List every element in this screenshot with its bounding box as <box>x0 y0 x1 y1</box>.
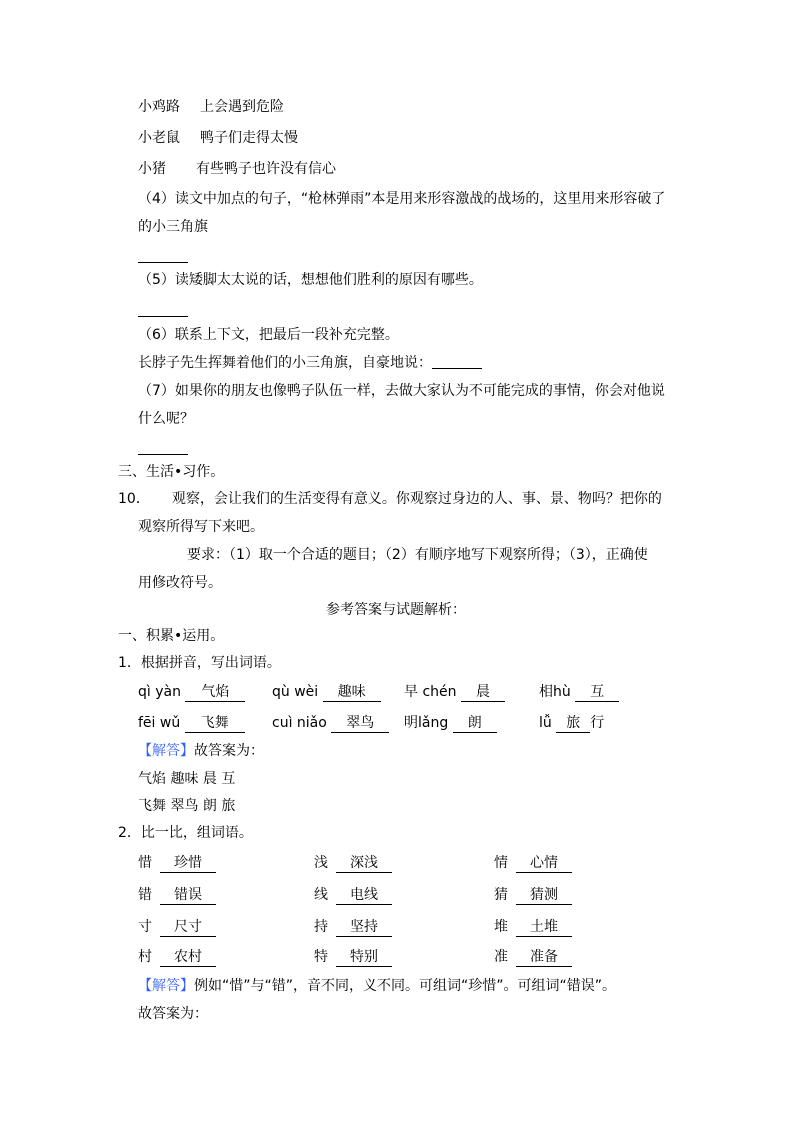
q2-title: 2．比一比，组词语。 <box>118 825 253 841</box>
jieda-label: 【解答】 <box>138 978 194 994</box>
row-text: 上会遇到危险 <box>200 99 284 115</box>
q5-answer-blank[interactable] <box>138 316 188 317</box>
q10-line2: 观察所得写下来吧。 <box>138 519 264 535</box>
q2-char: 村 <box>138 949 152 965</box>
q2-char: 线 <box>314 887 328 903</box>
q2-item <box>138 917 216 937</box>
pinyin: 明lǎng <box>404 715 449 731</box>
q7-line2: 什么呢？ <box>138 411 194 427</box>
q1-answer-line2: 飞舞 翠鸟 朗 旅 <box>138 798 236 814</box>
q2-item <box>314 885 392 905</box>
row-mouse <box>138 128 298 148</box>
q2-word: 准备 <box>516 948 572 967</box>
q2-word: 猜测 <box>516 886 572 905</box>
q2-char: 堆 <box>494 919 508 935</box>
q6-answer-blank[interactable] <box>432 354 482 369</box>
q1-jieda <box>138 741 264 761</box>
q1-item <box>404 682 505 702</box>
q2-char: 浅 <box>314 855 328 871</box>
jieda-text: 例如“惜”与“错”，音不同，义不同。可组词“珍惜”。可组词“错误”。 <box>194 978 617 994</box>
row-who: 小猪 <box>138 161 166 177</box>
q2-char: 准 <box>494 949 508 965</box>
q2-item <box>138 885 216 905</box>
q2-word: 特别 <box>336 948 392 967</box>
q2-final: 故答案为： <box>138 1006 208 1022</box>
answer-word: 趣味 <box>323 683 381 702</box>
answer-word: 互 <box>575 683 619 702</box>
q6-line <box>138 353 482 373</box>
q2-char: 情 <box>494 855 508 871</box>
q10-text: 观察，会让我们的生活变得有意义。你观察过身边的人、事、景、物吗？把你的 <box>171 491 662 507</box>
pinyin: cuì niǎo <box>272 715 327 731</box>
q2-word: 深浅 <box>336 854 392 873</box>
q2-item <box>138 853 216 873</box>
row-chick <box>138 97 284 117</box>
answer-suffix: 行 <box>590 715 605 731</box>
answer-word: 晨 <box>461 683 505 702</box>
answer-word: 旅 <box>556 714 590 733</box>
answer-word: 朗 <box>453 714 497 733</box>
q2-word: 珍惜 <box>160 854 216 873</box>
q2-item <box>494 947 572 967</box>
q4-line1: （4）读文中加点的句子，“枪林弹雨”本是用来形容激战的战场的，这里用来形容破了 <box>138 191 666 207</box>
q1-item <box>404 713 497 733</box>
q2-word: 农村 <box>160 948 216 967</box>
q2-char: 错 <box>138 887 152 903</box>
requirements-line1: 要求：（1）取一个合适的题目；（2）有顺序地写下观察所得；（3），正确使 <box>187 547 648 563</box>
q2-char: 惜 <box>138 855 152 871</box>
q1-item <box>272 713 389 733</box>
q1-item <box>272 682 381 702</box>
pinyin: 相hù <box>539 684 571 700</box>
q2-char: 寸 <box>138 919 152 935</box>
pinyin: fēi wǔ <box>138 715 181 731</box>
q2-word: 电线 <box>336 886 392 905</box>
q2-item <box>138 947 216 967</box>
q2-char: 特 <box>314 949 328 965</box>
row-pig <box>138 159 336 179</box>
row-who: 小鸡路 <box>138 99 180 115</box>
q2-word: 土堆 <box>516 918 572 937</box>
q2-word: 心情 <box>516 854 572 873</box>
answer-word: 飞舞 <box>185 714 245 733</box>
q5-text: （5）读矮脚太太说的话，想想他们胜利的原因有哪些。 <box>138 272 483 288</box>
q2-char: 猜 <box>494 887 508 903</box>
q4-line2: 的小三角旗 <box>138 219 208 235</box>
q2-item <box>494 853 572 873</box>
q2-char: 持 <box>314 919 328 935</box>
answer-word: 翠鸟 <box>331 714 389 733</box>
q1-title: 1．根据拼音，写出词语。 <box>118 655 281 671</box>
q6-line-text: 长脖子先生挥舞着他们的小三角旗，自豪地说： <box>138 355 432 371</box>
q10-number: 10． <box>118 491 150 507</box>
jieda-text: 故答案为： <box>194 743 264 759</box>
pinyin: lǚ <box>539 715 552 731</box>
q7-answer-blank[interactable] <box>138 454 188 455</box>
jieda-label: 【解答】 <box>138 743 194 759</box>
row-who: 小老鼠 <box>138 130 180 146</box>
q2-item <box>314 947 392 967</box>
pinyin: qì yàn <box>138 684 181 700</box>
q10-line1 <box>118 489 662 509</box>
q2-word: 坚持 <box>336 918 392 937</box>
section3-heading: 三、生活•习作。 <box>118 464 225 480</box>
q2-item <box>314 853 392 873</box>
q2-item <box>494 917 572 937</box>
answers-title: 参考答案与试题解析： <box>326 602 466 618</box>
q1-item <box>138 682 245 702</box>
q2-item <box>314 917 392 937</box>
q6-text: （6）联系上下文，把最后一段补充完整。 <box>138 327 399 343</box>
q1-item <box>138 713 245 733</box>
q2-word: 错误 <box>160 886 216 905</box>
q7-line1: （7）如果你的朋友也像鸭子队伍一样，去做大家认为不可能完成的事情，你会对他说 <box>138 383 665 399</box>
q1-answer-line1: 气焰 趣味 晨 互 <box>138 771 236 787</box>
row-text: 有些鸭子也许没有信心 <box>196 161 336 177</box>
q2-item <box>494 885 572 905</box>
pinyin: 早 chén <box>404 684 457 700</box>
requirements-line2: 用修改符号。 <box>138 575 222 591</box>
q4-answer-blank[interactable] <box>138 262 188 263</box>
answer-word: 气焰 <box>185 683 245 702</box>
answers-section1: 一、积累•运用。 <box>118 628 225 644</box>
row-text: 鸭子们走得太慢 <box>200 130 298 146</box>
pinyin: qù wèi <box>272 684 319 700</box>
q2-jieda <box>138 976 616 996</box>
q1-item <box>539 682 619 702</box>
q1-item <box>539 713 604 733</box>
q2-word: 尺寸 <box>160 918 216 937</box>
